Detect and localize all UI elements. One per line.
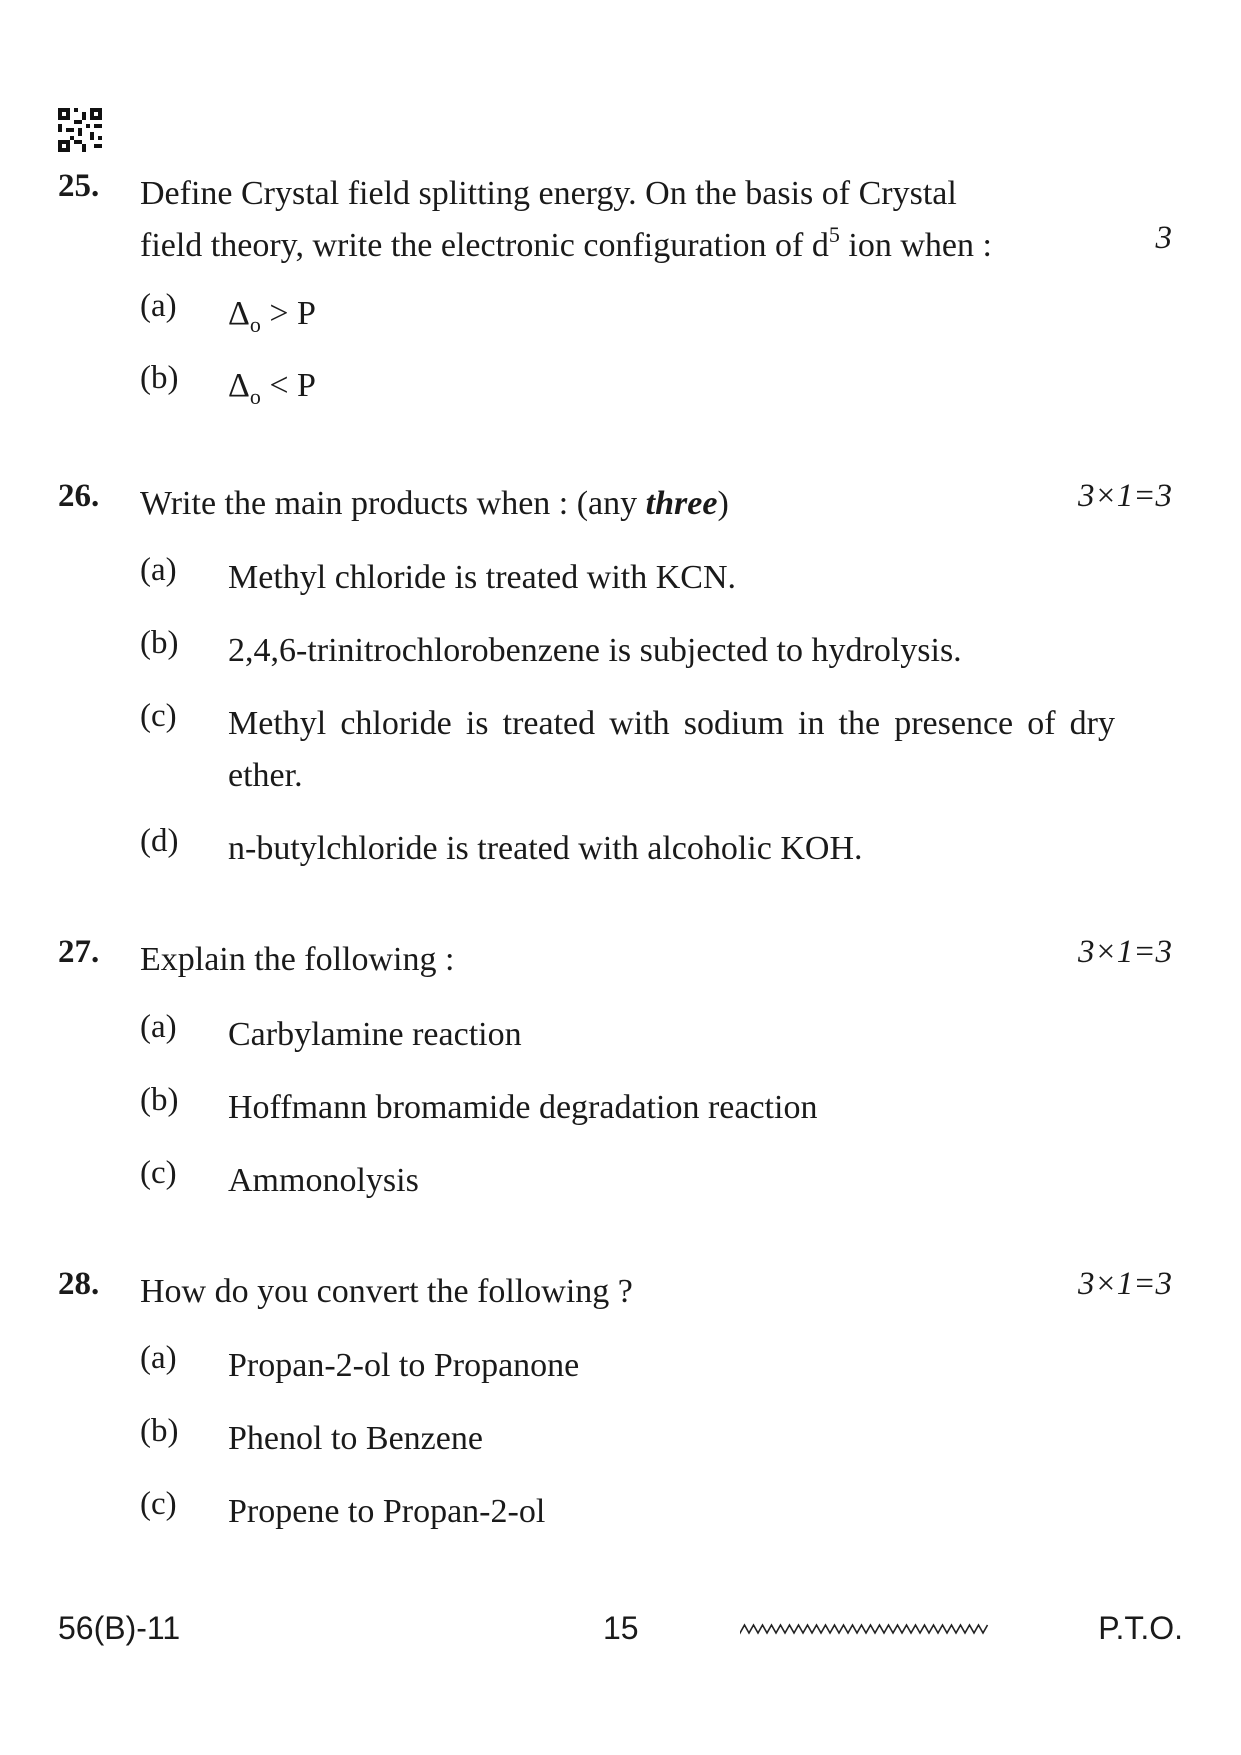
wavy-line-icon bbox=[740, 1622, 990, 1636]
option-text: Carbylamine reaction bbox=[228, 1016, 522, 1053]
option-text: Propan-2-ol to Propanone bbox=[228, 1347, 580, 1384]
marks: 3×1=3 bbox=[1077, 1266, 1172, 1302]
option-label: (c) bbox=[140, 698, 177, 734]
pto-label: P.T.O. bbox=[1098, 1610, 1183, 1646]
option-text bbox=[228, 360, 1115, 412]
option-text: n-butylchloride is treated with alcoholic KOH. bbox=[228, 830, 863, 867]
option-label: (b) bbox=[140, 625, 179, 661]
option-rest: > P bbox=[260, 295, 316, 332]
question-text-post: ) bbox=[717, 485, 729, 522]
option-rest: < P bbox=[260, 367, 316, 404]
question-text-emphasis: three bbox=[645, 485, 718, 522]
option-label: (a) bbox=[140, 552, 177, 588]
question-number: 25. bbox=[58, 168, 100, 204]
option-label: (b) bbox=[140, 1082, 179, 1118]
option-text: 2,4,6-trinitrochlorobenzene is subjected to hydrolysis. bbox=[228, 632, 962, 669]
question-text-line: Define Crystal field splitting energy. On the basis of Crystal bbox=[140, 175, 957, 212]
qr-code-icon bbox=[58, 108, 102, 152]
delta-symbol: Δ bbox=[228, 295, 250, 332]
page-number: 15 bbox=[603, 1610, 639, 1646]
delta-symbol: Δ bbox=[228, 367, 250, 404]
subscript: o bbox=[249, 384, 261, 409]
question-number: 27. bbox=[58, 934, 100, 970]
marks: 3×1=3 bbox=[1077, 478, 1172, 514]
option-label: (a) bbox=[140, 1340, 177, 1376]
option-label: (d) bbox=[140, 823, 179, 859]
option-label: (a) bbox=[140, 288, 177, 324]
marks: 3×1=3 bbox=[1077, 934, 1172, 970]
subscript: o bbox=[249, 312, 261, 337]
paper-code: 56(B)-11 bbox=[58, 1610, 181, 1646]
option-label: (c) bbox=[140, 1486, 177, 1522]
option-label: (a) bbox=[140, 1009, 177, 1045]
question-number: 26. bbox=[58, 478, 100, 514]
question-text-line-end: ion when : bbox=[839, 227, 992, 264]
option-text bbox=[228, 288, 1115, 340]
superscript: 5 bbox=[828, 222, 840, 247]
page-footer bbox=[0, 1610, 1241, 1660]
question-text-pre: Write the main products when : (any bbox=[140, 485, 646, 522]
option-text: Propene to Propan-2-ol bbox=[228, 1493, 546, 1530]
question-text: Explain the following : bbox=[140, 941, 455, 978]
marks: 3 bbox=[1155, 220, 1172, 256]
option-label: (b) bbox=[140, 1413, 179, 1449]
option-text: Phenol to Benzene bbox=[228, 1420, 483, 1457]
option-text: Hoffmann bromamide degradation reaction bbox=[228, 1089, 818, 1126]
question-text bbox=[140, 478, 1020, 530]
question-text-line: field theory, write the electronic configuration of d bbox=[140, 227, 829, 264]
option-text: Methyl chloride is treated with sodium in the presence of dry ether. bbox=[228, 705, 1115, 794]
option-label: (c) bbox=[140, 1155, 177, 1191]
option-text: Ammonolysis bbox=[228, 1162, 419, 1199]
question-text: How do you convert the following ? bbox=[140, 1273, 633, 1310]
option-label: (b) bbox=[140, 360, 179, 396]
question-number: 28. bbox=[58, 1266, 100, 1302]
option-text: Methyl chloride is treated with KCN. bbox=[228, 559, 737, 596]
question-text bbox=[140, 168, 1115, 272]
